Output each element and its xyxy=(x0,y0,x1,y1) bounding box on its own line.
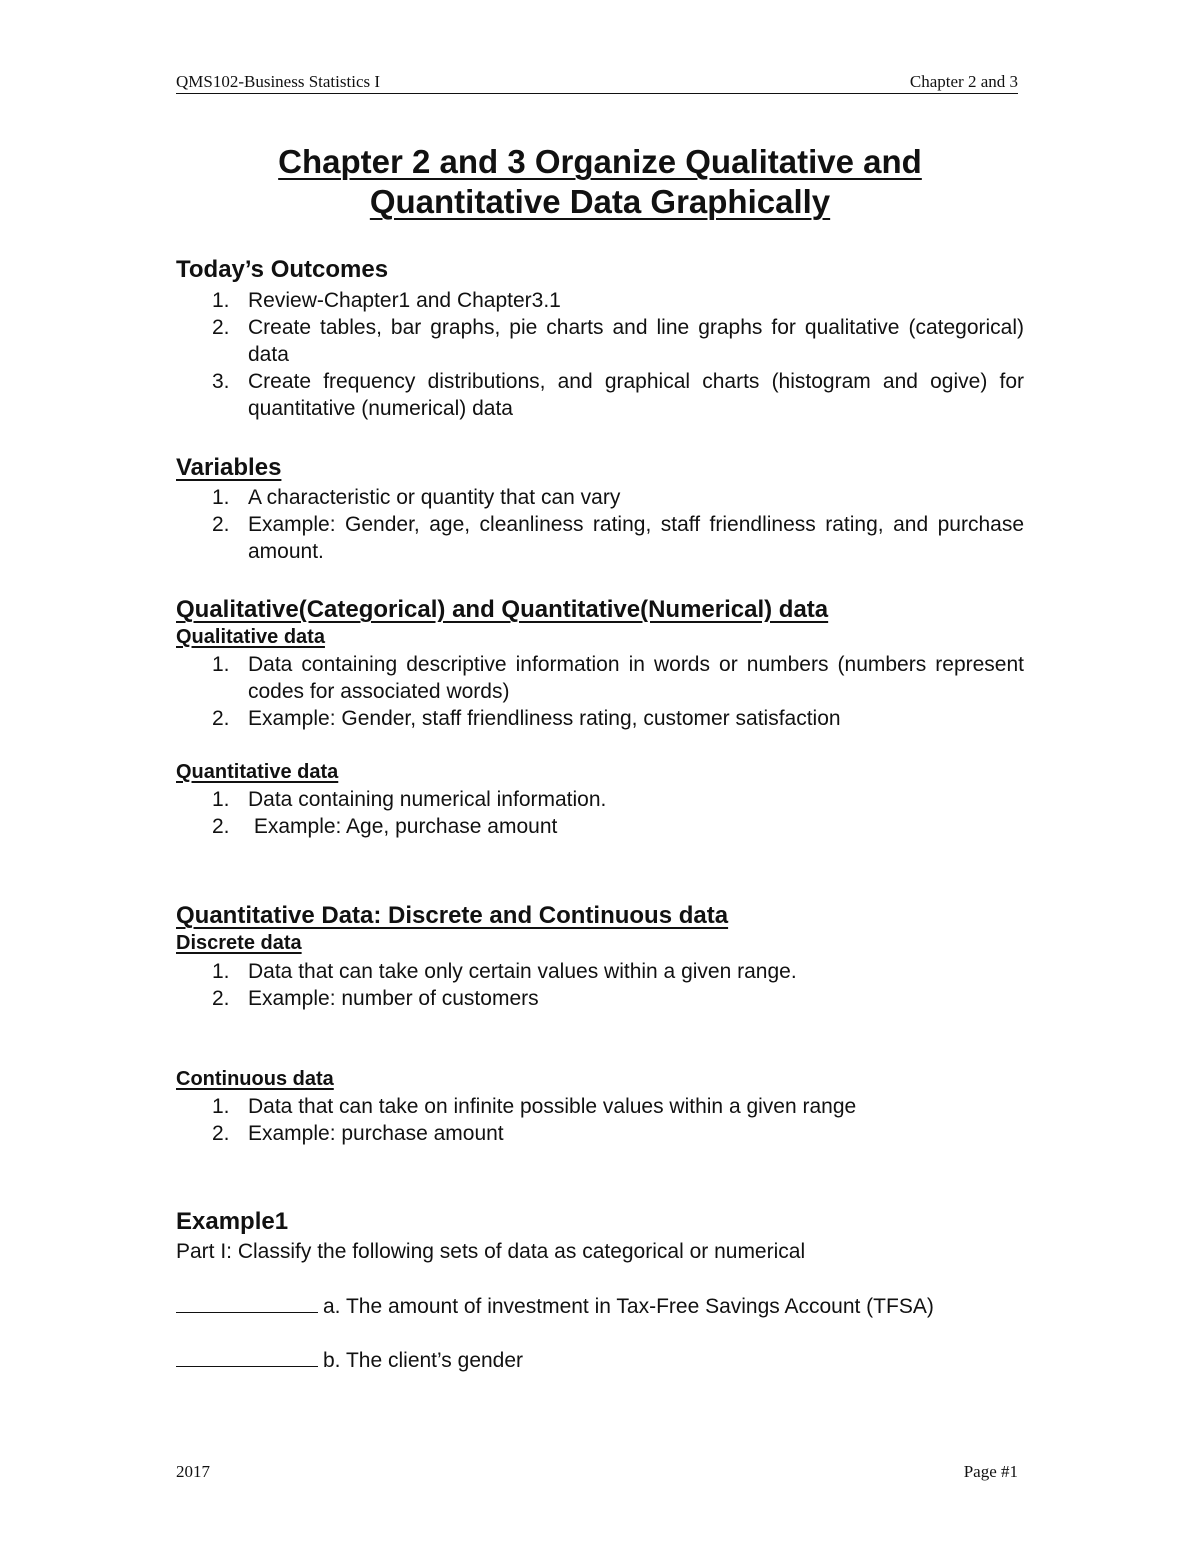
list-text: Example: number of customers xyxy=(248,987,539,1010)
quantitative-heading: Quantitative data xyxy=(176,761,339,783)
question-text: a. The amount of investment in Tax-Free Savings Account (TFSA) xyxy=(323,1295,934,1318)
list-number: 2. xyxy=(212,987,230,1010)
list-item xyxy=(176,651,1024,705)
list-item xyxy=(176,813,1024,840)
list-text: Data that can take only certain values within a given range. xyxy=(248,960,797,983)
document-title xyxy=(176,142,1024,222)
header-chapter: Chapter 2 and 3 xyxy=(909,72,1018,91)
list-number: 2. xyxy=(212,707,230,730)
list-item xyxy=(176,511,1024,565)
outcomes-heading: Today’s Outcomes xyxy=(176,256,389,283)
list-item xyxy=(176,1120,1024,1147)
outcomes-list xyxy=(176,287,1024,422)
list-number: 2. xyxy=(212,513,230,536)
discrete-heading: Discrete data xyxy=(176,932,302,954)
list-text: Create frequency distributions, and graphical charts (histogram and ogive) for quantitative (numerical) data xyxy=(248,370,1024,420)
list-number: 3. xyxy=(212,370,230,393)
question-a xyxy=(176,1292,934,1320)
list-text: Example: Gender, staff friendliness rating, customer satisfaction xyxy=(248,707,841,730)
list-item xyxy=(176,484,1024,511)
list-number: 1. xyxy=(212,653,230,676)
continuous-list xyxy=(176,1093,1024,1147)
qualitative-heading: Qualitative data xyxy=(176,626,325,648)
example1-heading: Example1 xyxy=(176,1208,289,1235)
list-text: A characteristic or quantity that can vary xyxy=(248,486,621,509)
running-header xyxy=(176,72,1018,94)
list-item xyxy=(176,786,1024,813)
footer-year: 2017 xyxy=(176,1462,210,1481)
page-number: Page #1 xyxy=(963,1462,1018,1481)
answer-blank[interactable] xyxy=(176,1346,318,1367)
list-number: 1. xyxy=(212,1095,230,1118)
list-number: 2. xyxy=(212,316,230,339)
list-text: Review-Chapter1 and Chapter3.1 xyxy=(248,289,561,312)
continuous-heading: Continuous data xyxy=(176,1068,334,1090)
title-line-1: Chapter 2 and 3 Organize Qualitative and xyxy=(278,143,922,180)
discrete-list xyxy=(176,958,1024,1012)
list-text: Data containing numerical information. xyxy=(248,788,607,811)
list-number: 1. xyxy=(212,788,230,811)
qual-quant-heading: Qualitative(Categorical) and Quantitative(Numerical) data xyxy=(176,596,829,623)
variables-list xyxy=(176,484,1024,565)
list-item xyxy=(176,985,1024,1012)
list-text: Example: Gender, age, cleanliness rating, staff friendliness rating, and purchase amount. xyxy=(248,513,1024,563)
list-item xyxy=(176,705,1024,732)
list-item xyxy=(176,287,1024,314)
list-item xyxy=(176,368,1024,422)
question-b xyxy=(176,1346,523,1374)
list-number: 1. xyxy=(212,960,230,983)
quantitative-list xyxy=(176,786,1024,840)
list-text: Example: Age, purchase amount xyxy=(248,815,558,838)
question-text: b. The client’s gender xyxy=(323,1349,524,1372)
example1-instruction: Part I: Classify the following sets of data as categorical or numerical xyxy=(176,1240,806,1263)
list-item xyxy=(176,314,1024,368)
list-text: Example: purchase amount xyxy=(248,1122,504,1145)
list-item xyxy=(176,958,1024,985)
title-line-2: Quantitative Data Graphically xyxy=(369,183,831,220)
discrete-continuous-heading: Quantitative Data: Discrete and Continuous data xyxy=(176,902,729,929)
answer-blank[interactable] xyxy=(176,1292,318,1313)
list-number: 1. xyxy=(212,486,230,509)
list-number: 2. xyxy=(212,815,230,838)
variables-heading: Variables xyxy=(176,454,282,481)
header-course: QMS102-Business Statistics I xyxy=(176,72,381,91)
list-text: Data containing descriptive information in words or numbers (numbers represent codes for associated words) xyxy=(248,653,1024,703)
list-text: Data that can take on infinite possible values within a given range xyxy=(248,1095,857,1118)
list-item xyxy=(176,1093,1024,1120)
list-number: 1. xyxy=(212,289,230,312)
list-text: Create tables, bar graphs, pie charts and line graphs for qualitative (categorical) data xyxy=(248,316,1024,366)
qualitative-list xyxy=(176,651,1024,732)
list-number: 2. xyxy=(212,1122,230,1145)
page-footer xyxy=(176,1462,1018,1482)
